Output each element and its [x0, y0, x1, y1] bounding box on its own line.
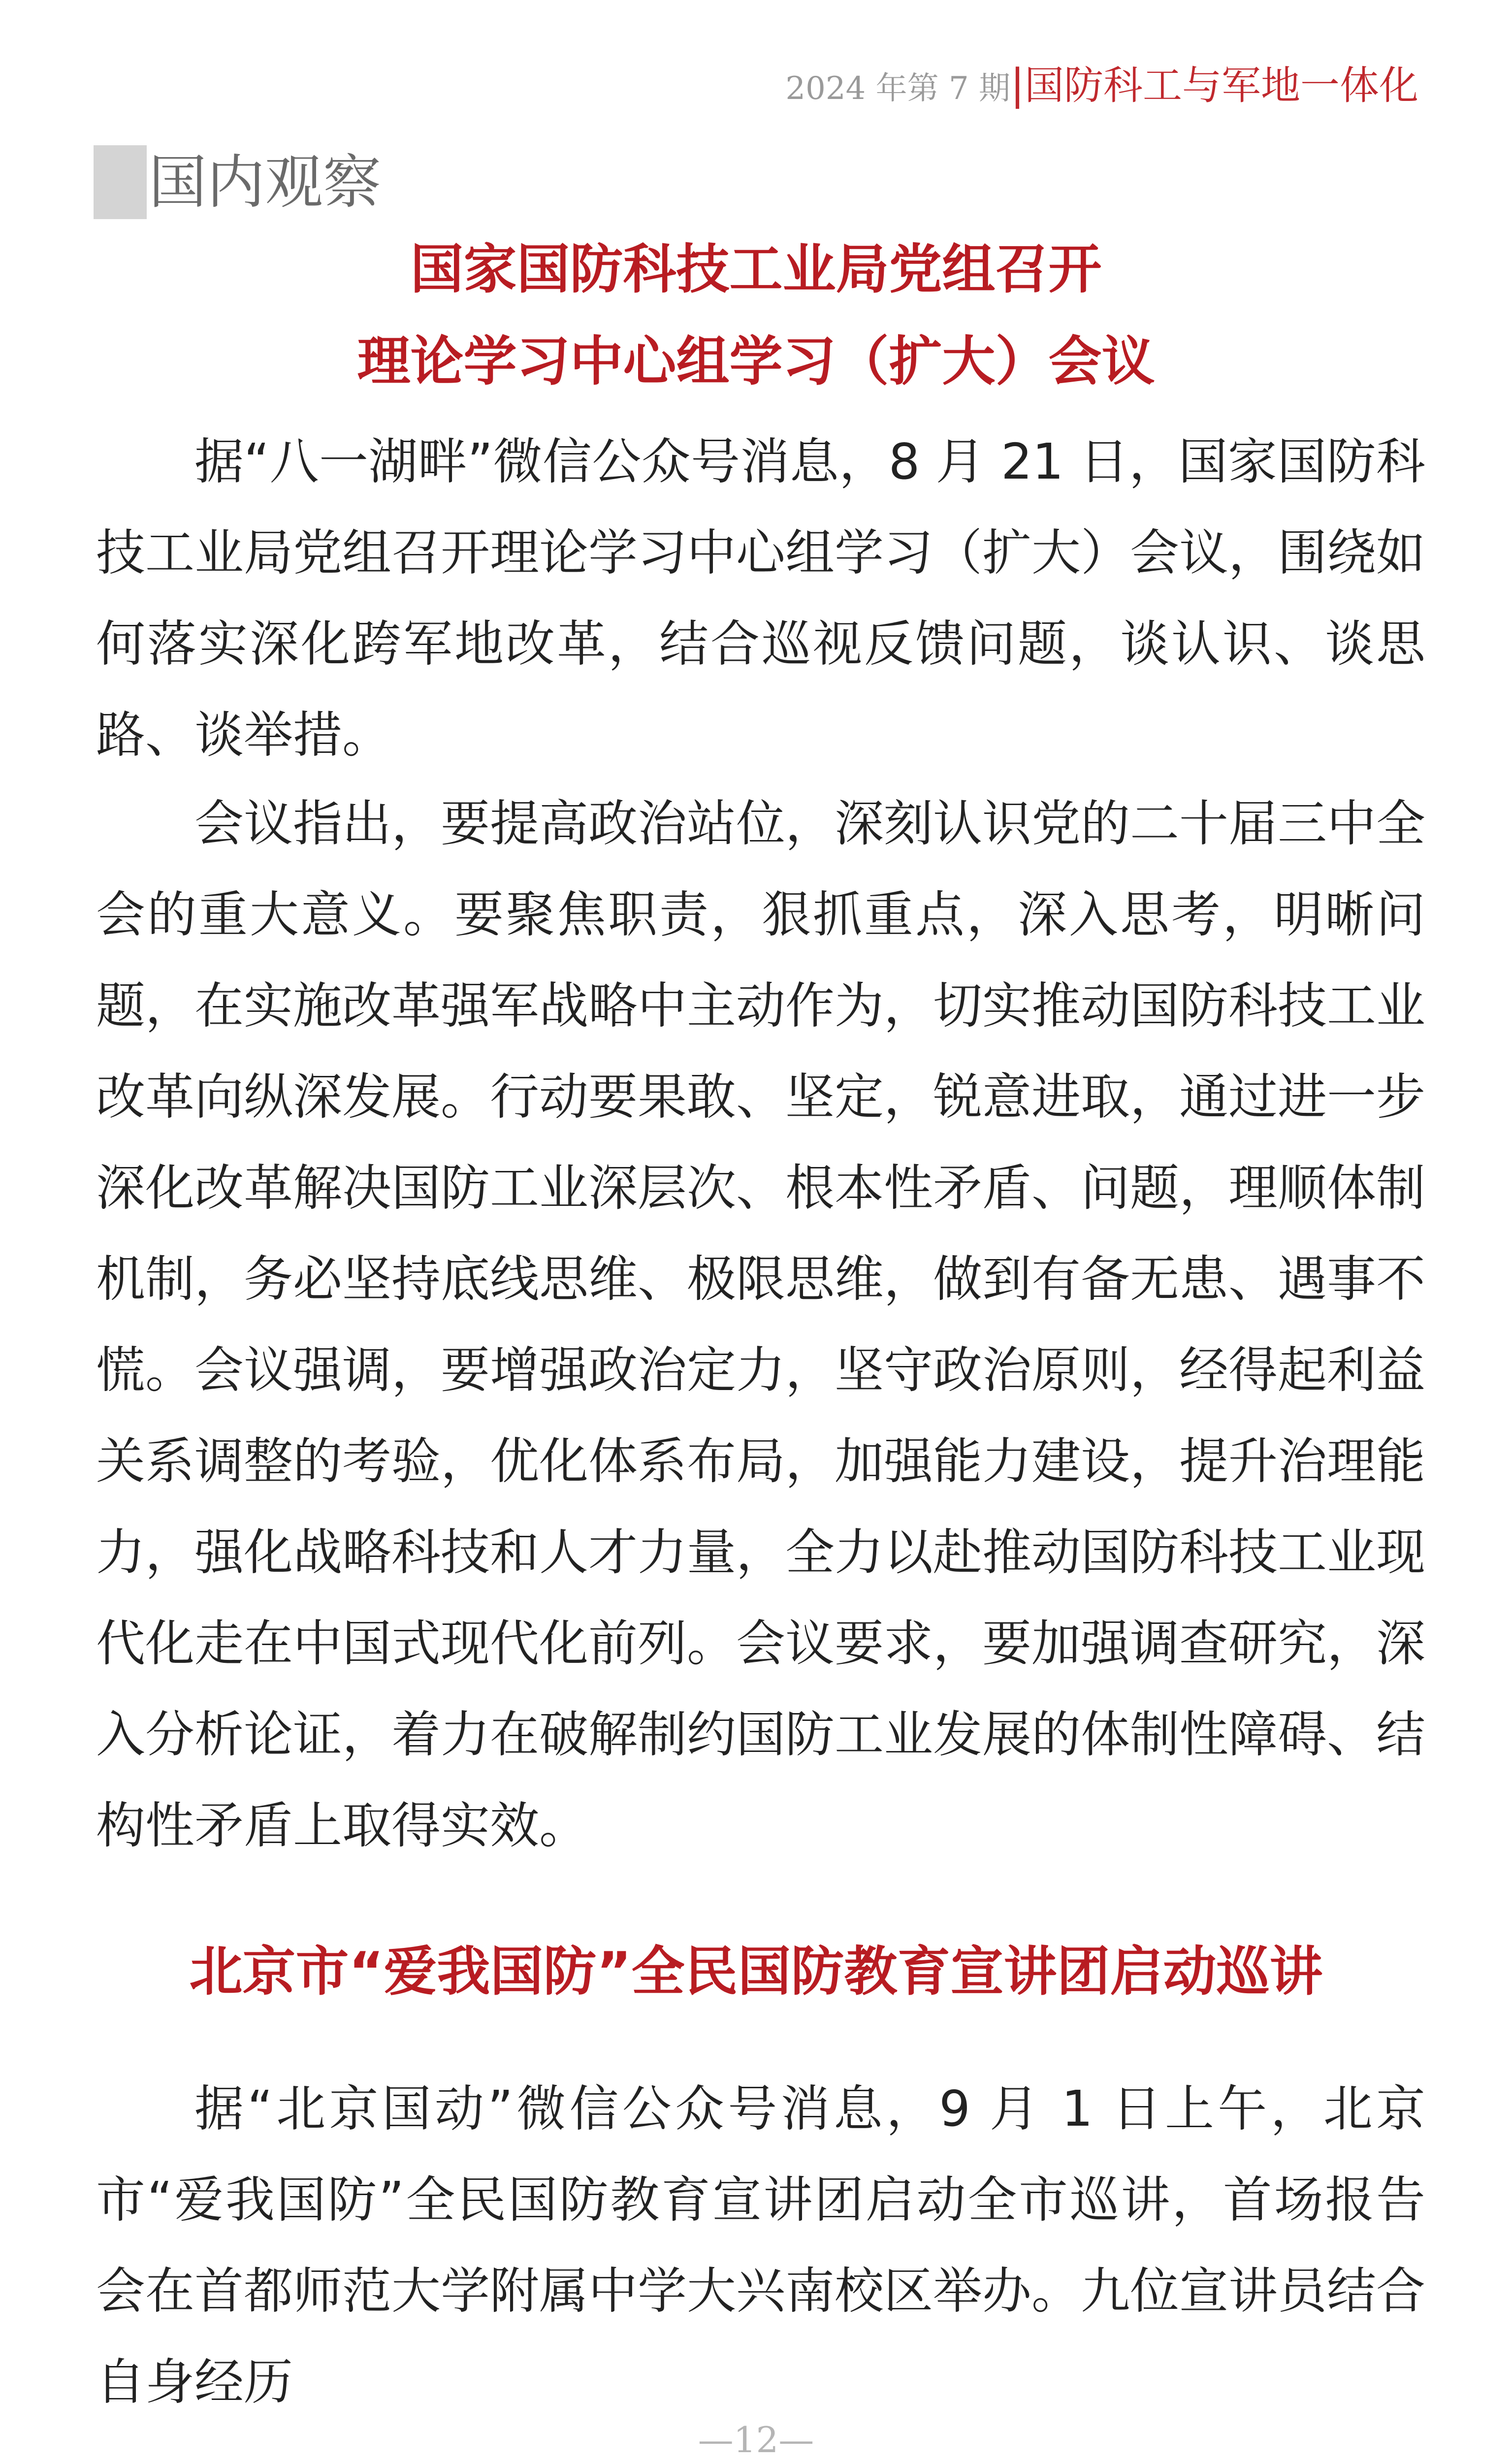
article1-title-line1: 国家国防科技工业局党组召开 [410, 239, 1102, 300]
article1-paragraph-2: 会议指出，要提高政治站位，深刻认识党的二十届三中全会的重大意义。要聚焦职责，狠抓重点，深入思考，明晰问题，在实施改革强军战略中主动作为，切实推动国防科技工业改革向纵深发展。行动要果敢、坚定，锐意进取，通过进一步深化改革解决国防工业深层次、根本性矛盾、问题，理顺体制机制，务必坚持底线思维、极限思维，做到有备无患、遇事不慌。 [96, 795, 1425, 1399]
article1-paragraph-1: 据“八一湖畔”微信公众号消息，8 月 21 日，国家国防科技工业局党组召开理论学习中心组学习（扩大）会议，围绕如何落实深化跨军地改革，结合巡视反馈问题，谈认识、谈思路、谈举措。 [96, 433, 1425, 764]
magazine-title: 国防科工与军地一体化 [1025, 63, 1418, 108]
issue-label: 2024 年第 7 期 [785, 70, 1011, 107]
section-label: 国内观察 [149, 148, 382, 216]
header-separator: | [1010, 60, 1025, 109]
section-tag [94, 145, 381, 219]
article1-paragraph-3: 会议强调，要增强政治定力，坚守政治原则，经得起利益关系调整的考验，优化体系布局，加强能力建设，提升治理能力，强化战略科技和人才力量，全力以赴推动国防科技工业现代化走在中国式现代化前列。会议要求，要加强调查研究，深入分析论证，着力在破解制约国防工业发展的体制性障碍、结构性矛盾上取得实效。 [96, 1341, 1425, 1854]
article2-paragraph-1: 据“北京国动”微信公众号消息，9 月 1 日上午，北京市“爱我国防”全民国防教育宣讲团启动全市巡讲，首场报告会在首都师范大学附属中学大兴南校区举办。九位宣讲员结合自身经历 [96, 2080, 1425, 2411]
page-number: —12— [698, 2419, 814, 2461]
section-tag-bar [94, 145, 147, 219]
running-header [785, 55, 1418, 118]
article1-title-line2: 理论学习中心组学习（扩大）会议 [357, 331, 1155, 392]
article2-title: 北京市“爱我国防”全民国防教育宣讲团启动巡讲 [189, 1941, 1323, 2003]
